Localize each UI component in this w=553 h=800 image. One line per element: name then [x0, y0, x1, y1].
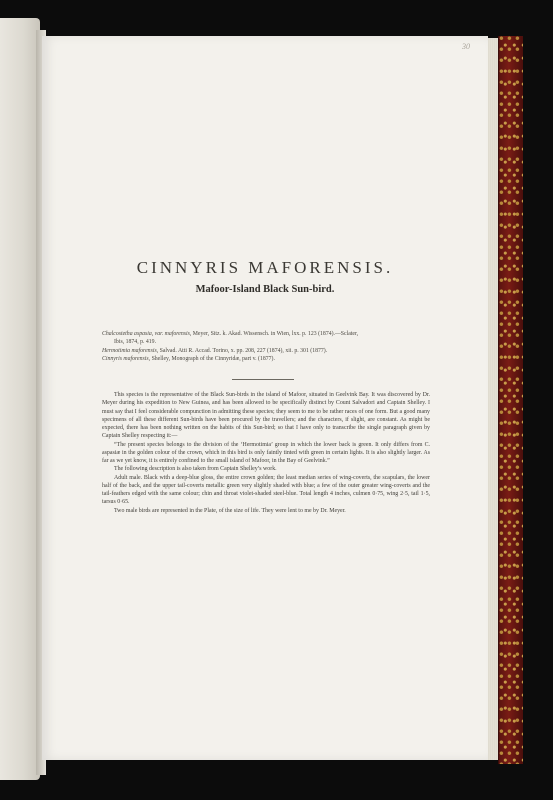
synonym-name: Chalcostetha aspasia, var. maforensis, — [102, 331, 192, 337]
synonym-reference: Salvad. Atti R. Accad. Torino, x. pp. 208, 227 (1874), xii. p. 301 (1877). — [159, 347, 328, 354]
synonym-name: Cinnyris maforensis, — [102, 356, 151, 363]
marbled-binding — [498, 36, 523, 764]
species-common-name: Mafoor-Island Black Sun-bird. — [195, 284, 335, 295]
synonym-reference: Shelley, Monograph of the Cinnyridæ, part v. (1877). — [151, 356, 275, 363]
synonym-reference: Meyer, Sitz. k. Akad. Wissensch. in Wien, lxx. p. 123 (1874).—Sclater, — [192, 331, 359, 337]
paragraph-plate: Two male birds are represented in the Plate, of the size of life. They were lent to me by Dr. Meyer. — [114, 507, 346, 514]
synonymy-list — [102, 330, 420, 364]
page-block-edge — [488, 38, 498, 760]
paragraph-intro: This species is the representative of the Black Sun-birds in the island of Mafoor, situated in Geelvink Bay. It was discovered by Dr. Meyer during his expedition to New Guinea, and has been allowed to be specifically distinct by Count Salvadori and Captain Shelley. I must say that I feel considerable compunction in admitting these species; they seem to me to be rather races of one form. But a good many specimens of all these different Sun-birds have been procured by the travellers; and the characters, if slight, are constant. As might be expected, there has been nothing written on the habits of this Sun-bird; so that I have only to transcribe the single paragraph given by Captain Shelley respecting it:— — [102, 392, 430, 440]
book-page — [42, 36, 488, 760]
facing-page-edge — [0, 18, 40, 780]
paragraph-description: Adult male. Black with a deep-blue gloss, the entire crown golden; the least median series of wing-coverts, the scapulars, the lower half of the back, and the upper tail-coverts metallic green very slightly shaded with blue; a few of the outer greater wing-coverts and the tail-feathers edged with the same colour; chin and throat violet-shaded steel-blue. Total length 4 inches, culmen 0·75, wing 2·5, tail 1·5, tarsus 0·65. — [102, 474, 430, 506]
synonym-entry — [102, 347, 420, 355]
species-title: CINNYRIS MAFORENSIS. — [136, 258, 394, 277]
paragraph-source: The following description is also taken from Captain Shelley’s work. — [114, 466, 277, 473]
synonym-entry — [102, 330, 420, 347]
synonym-reference-cont: Ibis, 1874, p. 419. — [114, 339, 157, 346]
species-text — [102, 391, 430, 515]
synonym-entry — [102, 355, 420, 363]
paragraph-quote: “The present species belongs to the division of the ‘Hermotimia’ group in which the lower back is green. It only differs from C. aspasiæ in the golden colour of the crown, which in this bird is only faintly tinted with green in certain lights. It is also slightly larger. As far as we yet know, it is entirely confined to the small island of Mafoor, in the Bay of Geelvink.” — [102, 441, 430, 464]
section-divider — [232, 379, 294, 380]
page-number: 30 — [462, 42, 470, 51]
synonym-name: Hermotimia maforensis, — [102, 347, 159, 354]
